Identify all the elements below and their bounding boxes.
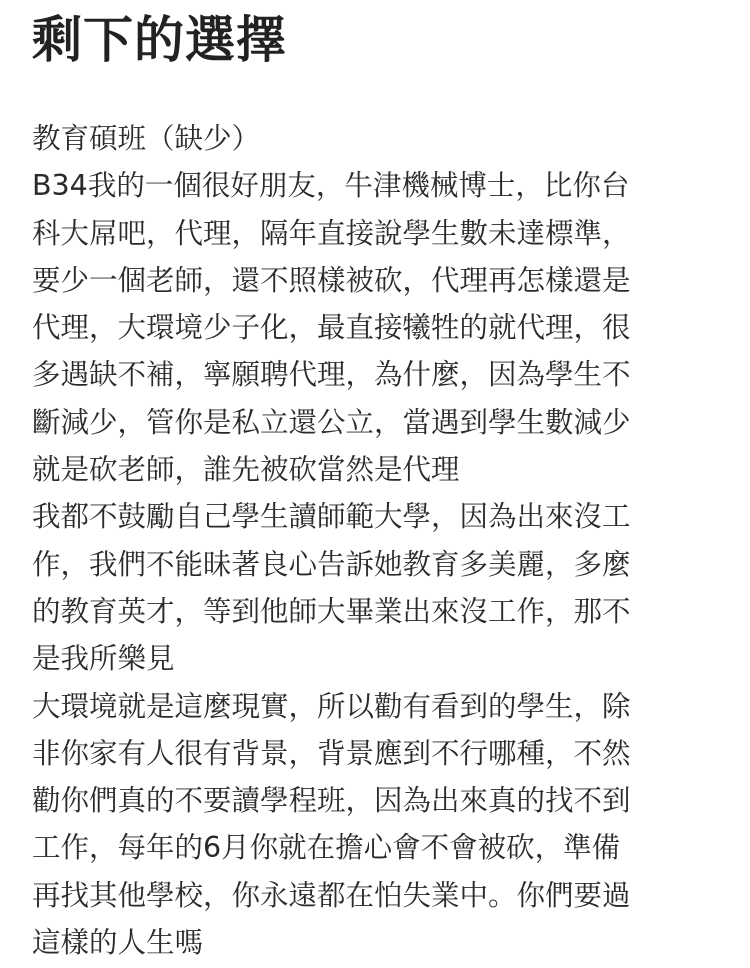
body-line: 大環境就是這麼現實，所以勸有看到的學生，除 [32, 689, 631, 723]
body-line: 這樣的人生嗎 [32, 926, 204, 960]
body-line: 的教育英才，等到他師大畢業出來沒工作，那不 [32, 594, 631, 628]
body-line: 斷減少，管你是私立還公立，當遇到學生數減少 [32, 405, 631, 439]
body-line: 就是砍老師，誰先被砍當然是代理 [32, 453, 460, 487]
body-line: B34我的一個很好朋友，牛津機械博士，比你台 [32, 169, 630, 203]
body-line: 多遇缺不補，寧願聘代理，為什麼，因為學生不 [32, 358, 631, 392]
body-line: 工作，每年的6月你就在擔心會不會被砍，準備 [32, 831, 621, 865]
body-line: 是我所樂見 [32, 642, 175, 676]
body-line: 非你家有人很有背景，背景應到不行哪種，不然 [32, 736, 631, 770]
body-line: 勸你們真的不要讀學程班，因為出來真的找不到 [32, 784, 631, 818]
body-line: 再找其他學校，你永遠都在怕失業中。你們要過 [32, 878, 631, 912]
post-body [32, 115, 722, 966]
body-line: 科大屌吧，代理，隔年直接說學生數未達標準， [32, 216, 631, 250]
body-line: 我都不鼓勵自己學生讀師範大學，因為出來沒工 [32, 500, 631, 534]
body-line: 教育碩班（缺少） [32, 122, 261, 155]
body-line: 代理，大環境少子化，最直接犧牲的就代理，很 [32, 311, 631, 345]
body-line: 要少一個老師，還不照樣被砍，代理再怎樣還是 [32, 263, 631, 297]
page-title: 剩下的選擇 [32, 11, 287, 69]
body-line: 作，我們不能昧著良心告訴她教育多美麗，多麼 [32, 547, 631, 581]
